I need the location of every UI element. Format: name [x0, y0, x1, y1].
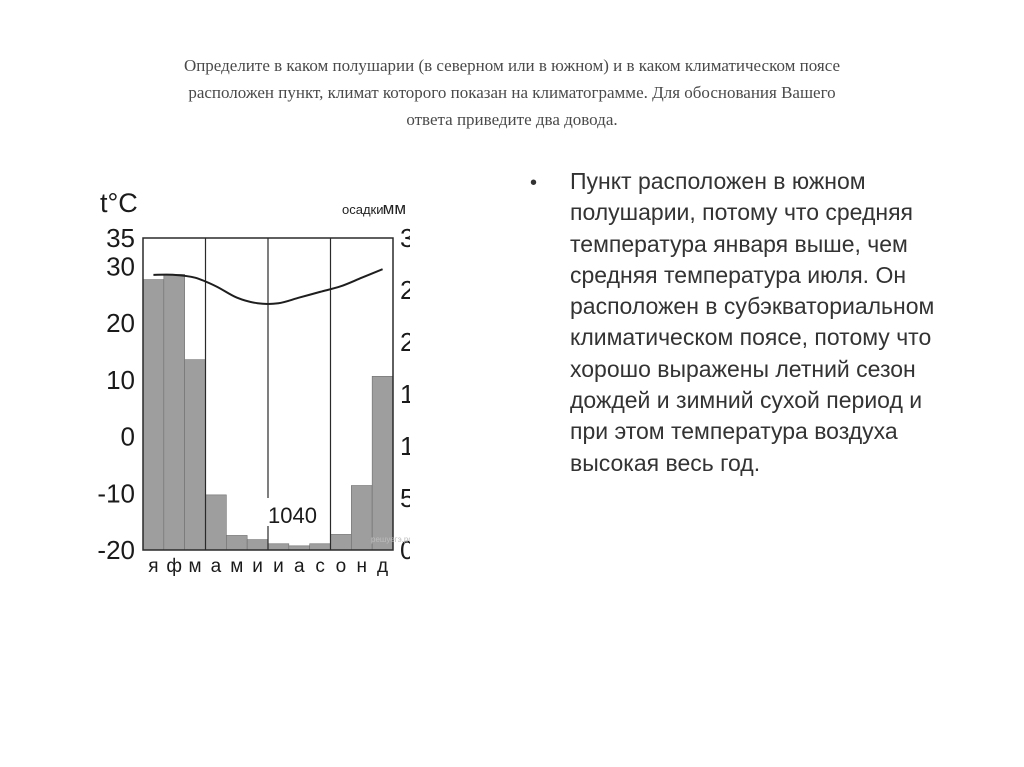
- month-label-1: я: [148, 556, 159, 577]
- month-label-11: н: [356, 556, 367, 577]
- month-label-3: м: [188, 556, 202, 577]
- precip-bar-6: [247, 540, 268, 550]
- precip-bar-12: [372, 376, 393, 550]
- temperature-tick-2: 20: [106, 308, 135, 339]
- precip-bar-9: [310, 544, 331, 550]
- temperature-tick-labels: [97, 223, 135, 565]
- climatogram-svg: [90, 180, 410, 580]
- answer-text: Пункт расположен в южном полушарии, потому что средняя температура января выше, чем средняя температура июля. Он расположен в субэкваториальном климатическом поясе, потому что хорошо выражены летний сезон дождей и зимний сухой период и при этом температура воздуха высокая весь год.: [570, 168, 935, 476]
- watermark: решуегэ.р: [371, 535, 409, 544]
- month-label-4: а: [210, 556, 222, 577]
- precip-bar-10: [331, 534, 352, 550]
- precipitation-tick-0: 3: [400, 223, 410, 253]
- bullet-icon: •: [530, 172, 538, 194]
- month-label-10: о: [335, 556, 347, 577]
- temperature-tick-5: -10: [97, 478, 135, 509]
- month-label-6: и: [252, 556, 263, 577]
- climatogram: [90, 180, 410, 585]
- precip-bar-11: [351, 486, 372, 550]
- task-question: Определите в каком полушарии (в северном или в южном) и в каком климатическом поясе расположен пункт, климат которого показан на климатограмме. Для обоснования Вашего ответа приведите два довода.: [183, 56, 841, 129]
- precipitation-tick-1: 2: [400, 275, 410, 305]
- month-label-9: с: [315, 556, 325, 577]
- precipitation-tick-2: 2: [400, 327, 410, 357]
- precip-bar-7: [268, 544, 289, 550]
- precipitation-tick-3: 1: [400, 379, 410, 409]
- month-label-5: м: [230, 556, 244, 577]
- precipitation-axis-unit: мм: [382, 199, 406, 218]
- precipitation-axis-label: осадки: [342, 202, 384, 217]
- temperature-tick-6: -20: [97, 535, 135, 565]
- temperature-axis-label: t°C: [100, 188, 138, 218]
- month-labels: [148, 556, 388, 577]
- month-label-7: и: [273, 556, 284, 577]
- precip-bar-4: [206, 495, 227, 550]
- answer-block: [530, 166, 960, 479]
- annual-precip-total: 1040: [268, 503, 317, 528]
- temperature-tick-0: 35: [106, 223, 135, 253]
- precipitation-tick-5: 5: [400, 483, 410, 513]
- precip-bar-2: [164, 274, 185, 550]
- temperature-tick-3: 10: [106, 364, 135, 395]
- temperature-tick-1: 30: [106, 251, 135, 282]
- month-label-12: д: [377, 556, 389, 577]
- precipitation-tick-4: 1: [400, 431, 410, 461]
- precip-bar-1: [143, 280, 164, 550]
- temperature-tick-4: 0: [120, 421, 135, 452]
- precip-bar-5: [226, 535, 247, 550]
- precipitation-tick-6: 0: [400, 535, 410, 565]
- month-label-8: а: [293, 556, 305, 577]
- month-label-2: ф: [166, 556, 183, 577]
- precip-bar-3: [185, 360, 206, 550]
- precipitation-tick-labels: [400, 223, 410, 565]
